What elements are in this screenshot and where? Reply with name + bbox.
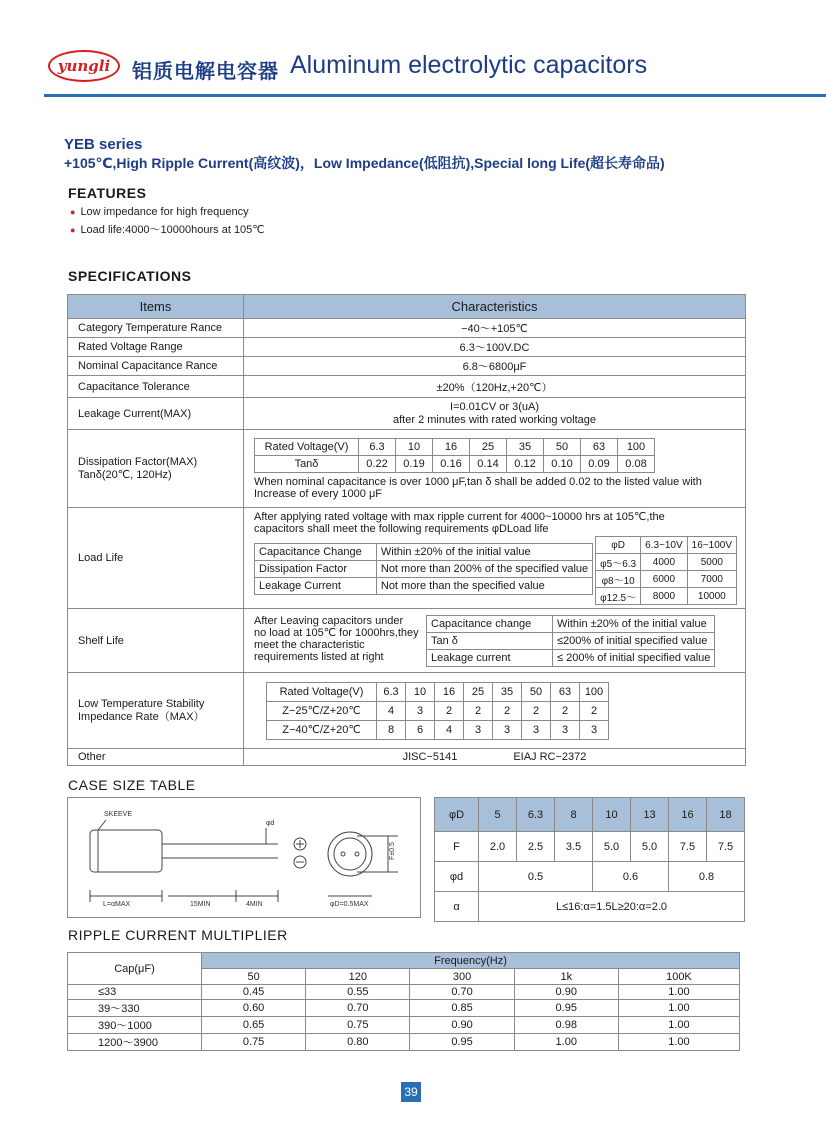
spec-value: 6.8～6800μF: [244, 357, 746, 376]
title-chinese: 铝质电解电容器: [132, 61, 279, 83]
spec-value: ±20%（120Hz,+20℃）: [244, 376, 746, 398]
spec-label: Nominal Capacitance Rance: [68, 357, 244, 376]
life-cell: 5000: [687, 554, 736, 571]
shelf-life-cell: [244, 609, 746, 673]
row-label: Tanδ: [255, 455, 359, 472]
spec-label: Shelf Life: [68, 609, 244, 673]
spec-label: Capacitance Tolerance: [68, 376, 244, 398]
diameter-cell: 6.3: [517, 798, 555, 832]
multiplier-cell: 0.75: [306, 1017, 410, 1034]
life-cell: 6000: [641, 571, 688, 588]
tan-cell: 0.09: [581, 455, 618, 472]
table-row: [68, 1000, 740, 1017]
multiplier-cell: 0.80: [306, 1034, 410, 1051]
multiplier-cell: 0.90: [514, 985, 618, 1000]
multiplier-cell: 1.00: [618, 1034, 739, 1051]
life-cell: φ8～10: [596, 571, 641, 588]
multiplier-cell: 0.75: [202, 1034, 306, 1051]
voltage-cell: 35: [493, 682, 522, 701]
voltage-cell: 16: [433, 438, 470, 455]
life-cell: φ12.5～: [596, 588, 641, 605]
load-life-hours-table: [595, 536, 737, 605]
load-life-requirements: [254, 543, 593, 595]
series-name: YEB series: [64, 136, 143, 153]
spec-value: [244, 398, 746, 430]
dissipation-label: Dissipation Factor(MAX): [78, 455, 198, 468]
life-cell: 4000: [641, 554, 688, 571]
life-cell: 7000: [687, 571, 736, 588]
row-label: Z−40℃/Z+20℃: [267, 720, 377, 739]
skeeve-label: SKEEVE: [104, 811, 133, 818]
voltage-cell: 50: [544, 438, 581, 455]
life-head: φD: [596, 537, 641, 554]
multiplier-cell: 0.95: [410, 1034, 514, 1051]
requirement-item: Capacitance Change: [255, 544, 377, 561]
load-life-note: After applying rated voltage with max ripple current for 4000~10000 hrs at 105℃,the: [254, 511, 665, 523]
spacing-cell: 7.5: [669, 832, 707, 862]
lead-diameter-label: φd: [266, 820, 275, 827]
table-row: [68, 1034, 740, 1051]
cap-cell: 39～330: [68, 1000, 202, 1017]
logo-text: yungli: [57, 57, 111, 75]
frequency-cell: 120: [306, 969, 410, 985]
voltage-cell: 63: [551, 682, 580, 701]
low-temp-cell: [244, 673, 746, 749]
voltage-cell: 100: [580, 682, 609, 701]
voltage-cell: 16: [435, 682, 464, 701]
feature-item: [70, 221, 265, 237]
load-life-cell: [244, 508, 746, 609]
low-temp-label: Impedance Rate（MAX）: [78, 710, 205, 723]
requirement-value: Not more than 200% of the specified value: [376, 561, 592, 578]
frequency-cell: 100K: [618, 969, 739, 985]
lead-15min-label: 15MIN: [190, 901, 211, 908]
requirement-value: ≤200% of initial specified value: [553, 632, 715, 649]
impedance-cell: 4: [377, 701, 406, 720]
spec-label: Load Life: [68, 508, 244, 609]
multiplier-cell: 0.85: [410, 1000, 514, 1017]
impedance-cell: 4: [435, 720, 464, 739]
impedance-cell: 3: [580, 720, 609, 739]
feature-text: Low impedance for high frequency: [80, 206, 249, 218]
leakage-condition: after 2 minutes with rated working voltage: [393, 413, 596, 426]
voltage-cell: 10: [396, 438, 433, 455]
tan-cell: 0.16: [433, 455, 470, 472]
tan-cell: 0.08: [618, 455, 655, 472]
frequency-cell: 300: [410, 969, 514, 985]
voltage-cell: 25: [464, 682, 493, 701]
frequency-cell: 50: [202, 969, 306, 985]
frequency-header: Frequency(Hz): [202, 953, 740, 969]
diameter-cell: 16: [669, 798, 707, 832]
spec-value: −40～+105℃: [244, 319, 746, 338]
ripple-multiplier-table: [67, 952, 740, 1051]
leakage-formula: I=0.01CV or 3(uA): [450, 400, 539, 413]
tan-cell: 0.12: [507, 455, 544, 472]
standard-eiaj: EIAJ RC−2372: [513, 751, 587, 763]
feature-item: [70, 206, 249, 218]
impedance-cell: 2: [464, 701, 493, 720]
diameter-cell: 10: [593, 798, 631, 832]
requirement-item: Leakage current: [427, 649, 553, 666]
impedance-cell: 2: [580, 701, 609, 720]
note-line: meet the characteristic: [254, 638, 365, 651]
case-size-table: [434, 797, 745, 922]
voltage-cell: 6.3: [359, 438, 396, 455]
cap-cell: ≤33: [68, 985, 202, 1000]
phid-cell: 0.5: [479, 862, 593, 892]
phid-cell: 0.8: [669, 862, 745, 892]
spacing-cell: 2.5: [517, 832, 555, 862]
col-characteristics: Characteristics: [244, 295, 746, 319]
requirement-value: Within ±20% of the initial value: [553, 615, 715, 632]
spacing-label: F±0.5: [389, 842, 396, 860]
impedance-cell: 2: [551, 701, 580, 720]
row-label: Z−25℃/Z+20℃: [267, 701, 377, 720]
title-english: Aluminum electrolytic capacitors: [290, 51, 648, 79]
table-row: [68, 985, 740, 1000]
diameter-cell: 18: [707, 798, 745, 832]
voltage-cell: 10: [406, 682, 435, 701]
spacing-cell: 5.0: [593, 832, 631, 862]
life-head: 16~100V: [687, 537, 736, 554]
cap-cell: 1200～3900: [68, 1034, 202, 1051]
brand-logo: [48, 50, 120, 82]
header-rule: [44, 94, 826, 97]
impedance-cell: 2: [522, 701, 551, 720]
multiplier-cell: 0.98: [514, 1017, 618, 1034]
multiplier-cell: 0.65: [202, 1017, 306, 1034]
spacing-cell: 2.0: [479, 832, 517, 862]
impedance-cell: 8: [377, 720, 406, 739]
spec-value: 6.3～100V.DC: [244, 338, 746, 357]
row-label: φd: [435, 862, 479, 892]
voltage-cell: 6.3: [377, 682, 406, 701]
spec-label: [68, 673, 244, 749]
cap-cell: 390～1000: [68, 1017, 202, 1034]
series-subtitle: +105℃,High Ripple Current(高纹波)，Low Impedance(低阻抗),Special long Life(超长寿命品): [64, 155, 665, 171]
note-line: After Leaving capacitors under: [254, 614, 404, 627]
cap-header: Cap(μF): [68, 953, 202, 985]
impedance-cell: 2: [435, 701, 464, 720]
multiplier-cell: 0.70: [410, 985, 514, 1000]
multiplier-cell: 0.45: [202, 985, 306, 1000]
diameter-cell: 13: [631, 798, 669, 832]
frequency-cell: 1k: [514, 969, 618, 985]
requirement-value: ≤ 200% of initial specified value: [553, 649, 715, 666]
specifications-heading: SPECIFICATIONS: [68, 268, 192, 284]
tan-cell: 0.22: [359, 455, 396, 472]
spec-value: [244, 749, 746, 766]
spacing-cell: 3.5: [555, 832, 593, 862]
multiplier-cell: 1.00: [514, 1034, 618, 1051]
multiplier-cell: 0.95: [514, 1000, 618, 1017]
multiplier-cell: 0.60: [202, 1000, 306, 1017]
load-life-note: capacitors shall meet the following requirements φDLoad life: [254, 523, 549, 535]
voltage-cell: 63: [581, 438, 618, 455]
multiplier-cell: 0.70: [306, 1000, 410, 1017]
col-items: Items: [68, 295, 244, 319]
life-cell: 8000: [641, 588, 688, 605]
lead-4min-label: 4MIN: [246, 901, 263, 908]
life-cell: 10000: [687, 588, 736, 605]
dimension-drawing: [68, 798, 420, 917]
spacing-cell: 7.5: [707, 832, 745, 862]
multiplier-cell: 1.00: [618, 1000, 739, 1017]
dissipation-note: Increase of every 1000 μF: [254, 487, 383, 500]
requirement-value: Within ±20% of the initial value: [376, 544, 592, 561]
impedance-cell: 2: [493, 701, 522, 720]
life-head: 6.3~10V: [641, 537, 688, 554]
requirement-item: Tan δ: [427, 632, 553, 649]
row-label: Rated Voltage(V): [255, 438, 359, 455]
case-size-heading: CASE SIZE TABLE: [68, 777, 196, 793]
spacing-cell: 5.0: [631, 832, 669, 862]
life-cell: φ5～6.3: [596, 554, 641, 571]
requirement-value: Not more than the specified value: [376, 578, 592, 595]
standard-jis: JISC−5141: [402, 751, 458, 763]
multiplier-cell: 1.00: [618, 1017, 739, 1034]
multiplier-cell: 1.00: [618, 985, 739, 1000]
page-number: 39: [401, 1082, 421, 1102]
dissipation-note: When nominal capacitance is over 1000 μF,tan δ shall be added 0.02 to the listed value with: [254, 475, 702, 488]
dissipation-table: [254, 438, 655, 473]
ripple-heading: RIPPLE CURRENT MULTIPLIER: [68, 927, 288, 943]
impedance-cell: 3: [522, 720, 551, 739]
tan-cell: 0.19: [396, 455, 433, 472]
capacitor-dimension-diagram: [67, 797, 421, 918]
low-temp-label: Low Temperature Stability: [78, 697, 205, 710]
spec-label: Other: [68, 749, 244, 766]
row-label: Rated Voltage(V): [267, 682, 377, 701]
dissipation-cell: [244, 430, 746, 508]
row-label: α: [435, 892, 479, 922]
phid-cell: 0.6: [593, 862, 669, 892]
table-row: [68, 1017, 740, 1034]
shelf-life-note: [254, 615, 426, 663]
note-line: requirements listed at right: [254, 650, 384, 663]
spec-label: Leakage Current(MAX): [68, 398, 244, 430]
impedance-cell: 3: [464, 720, 493, 739]
diameter-label: φD=0.5MAX: [330, 901, 369, 908]
multiplier-cell: 0.90: [410, 1017, 514, 1034]
spec-label: Category Temperature Rance: [68, 319, 244, 338]
multiplier-cell: 0.55: [306, 985, 410, 1000]
row-label: φD: [435, 798, 479, 832]
requirement-item: Leakage Current: [255, 578, 377, 595]
tan-cell: 0.10: [544, 455, 581, 472]
impedance-cell: 3: [406, 701, 435, 720]
bullet-icon: ●: [70, 225, 76, 235]
length-label: L=αMAX: [103, 901, 131, 908]
diameter-cell: 5: [479, 798, 517, 832]
impedance-table: [266, 682, 609, 740]
row-label: F: [435, 832, 479, 862]
feature-text: Load life:4000～10000hours at 105℃: [80, 224, 265, 236]
voltage-cell: 100: [618, 438, 655, 455]
features-heading: FEATURES: [68, 185, 147, 201]
alpha-cell: L≤16:α=1.5L≥20:α=2.0: [479, 892, 745, 922]
voltage-cell: 25: [470, 438, 507, 455]
impedance-cell: 3: [551, 720, 580, 739]
voltage-cell: 35: [507, 438, 544, 455]
note-line: no load at 105℃ for 1000hrs,they: [254, 626, 419, 639]
shelf-life-requirements: [426, 615, 715, 667]
bullet-icon: ●: [70, 207, 76, 217]
spec-label: [68, 430, 244, 508]
impedance-cell: 6: [406, 720, 435, 739]
spec-label: Rated Voltage Range: [68, 338, 244, 357]
voltage-cell: 50: [522, 682, 551, 701]
specifications-table: [67, 294, 746, 766]
requirement-item: Dissipation Factor: [255, 561, 377, 578]
tan-cell: 0.14: [470, 455, 507, 472]
impedance-cell: 3: [493, 720, 522, 739]
requirement-item: Capacitance change: [427, 615, 553, 632]
dissipation-condition: Tanδ(20℃, 120Hz): [78, 468, 172, 481]
diameter-cell: 8: [555, 798, 593, 832]
